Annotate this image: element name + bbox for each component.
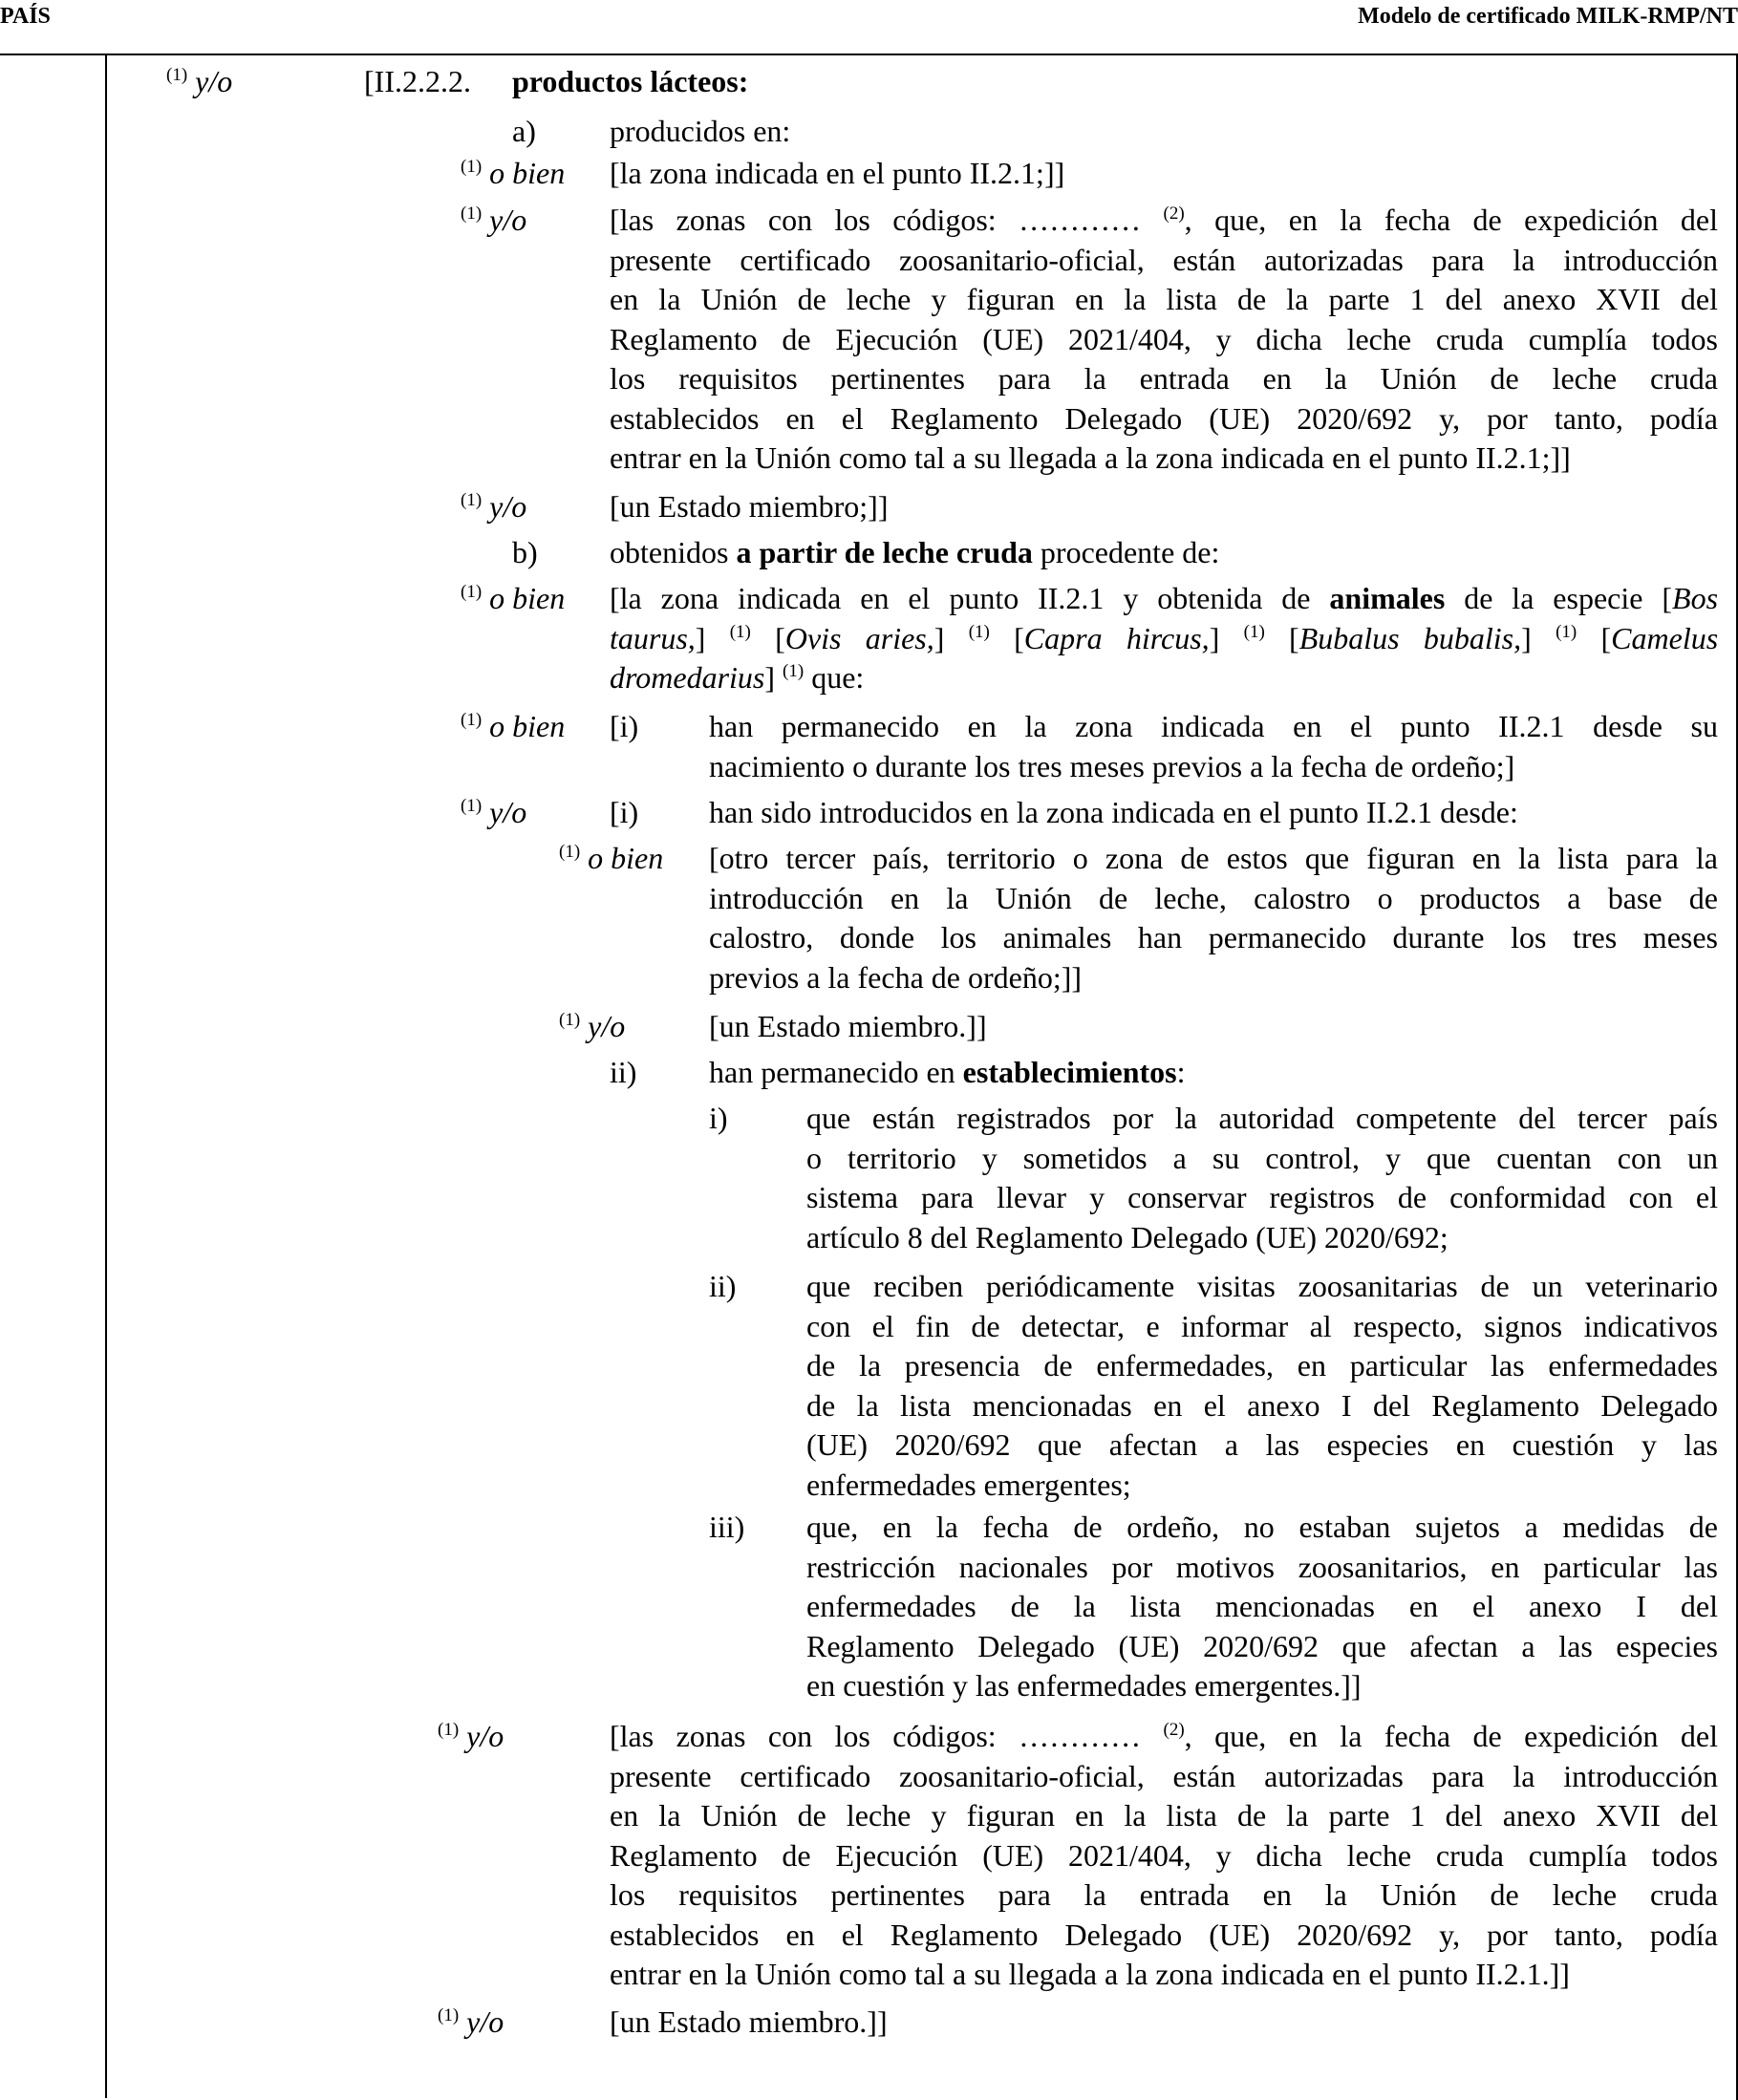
- paragraph-line: presente certificado zoosanitario-oficial, están autorizadas para la introducción: [610, 1758, 1718, 1793]
- paragraph-line: que están registrados por la autoridad competente del tercer país: [806, 1101, 1718, 1135]
- paragraph-line: que, en la fecha de ordeño, no estaban sujetos a medidas de: [806, 1510, 1718, 1544]
- ii-text: han permanecido en establecimientos:: [709, 1055, 1186, 1089]
- paragraph-line: los requisitos pertinentes para la entrada en la Unión de leche cruda: [610, 361, 1718, 396]
- i1-label: [i): [610, 709, 639, 743]
- r1-paragraph: [806, 1099, 1718, 1257]
- paragraph-line: de la lista mencionadas en el anexo I del Reglamento Delegado: [806, 1387, 1718, 1423]
- left-column-divider: [105, 54, 107, 2098]
- c-paragraph: [610, 1717, 1718, 1995]
- d-qualifier: $^{(1)}$ y/o: [438, 2004, 504, 2039]
- paragraph-line: Reglamento de Ejecución (UE) 2021/404, y dicha leche cruda cumplía todos: [610, 1837, 1718, 1873]
- i2-qualifier: $^{(1)}$ y/o: [461, 795, 527, 829]
- a1-qualifier: $^{(1)}$ o bien: [461, 156, 566, 190]
- d-text: [un Estado miembro.]]: [610, 2004, 888, 2039]
- section-number: [II.2.2.2.: [364, 64, 471, 98]
- paragraph-line: nacimiento o durante los tres meses previos a la fecha de ordeño;]: [709, 748, 1515, 783]
- country-header: PAÍS: [0, 4, 51, 29]
- paragraph-line: calostro, donde los animales han permanecido durante los tres meses: [709, 920, 1718, 954]
- c-qualifier: $^{(1)}$ y/o: [438, 1719, 504, 1753]
- paragraph-line: enfermedades de la lista mencionadas en el anexo I del: [806, 1589, 1718, 1623]
- r1-label: i): [709, 1101, 728, 1135]
- paragraph-line: [las zonas con los códigos: ………… $^{(2)}$, que, en la fecha de expedición del: [610, 203, 1718, 237]
- a2-qualifier: $^{(1)}$ y/o: [461, 203, 527, 237]
- ii-label: ii): [610, 1055, 637, 1089]
- i2a-paragraph: [709, 839, 1718, 997]
- paragraph-line: que reciben periódicamente visitas zoosanitarias de un veterinario: [806, 1269, 1718, 1303]
- paragraph-line: establecidos en el Reglamento Delegado (UE) 2020/692 y, por tanto, podía: [610, 400, 1718, 436]
- paragraph-line: (UE) 2020/692 que afectan a las especies en cuestión y las: [806, 1427, 1718, 1462]
- b1-paragraph: [610, 579, 1718, 698]
- paragraph-line: previos a la fecha de ordeño;]]: [709, 959, 1083, 995]
- point-b-text: obtenidos a partir de leche cruda procedente de:: [610, 535, 1220, 569]
- section-qualifier: $^{(1)}$ y/o: [166, 64, 233, 98]
- paragraph-line: entrar en la Unión como tal a su llegada a la zona indicada en el punto II.2.1;]]: [610, 440, 1571, 475]
- paragraph-line: [la zona indicada en el punto II.2.1 y obtenida de animales de la especie [Bos: [610, 581, 1718, 615]
- r3-paragraph: [806, 1508, 1718, 1706]
- r3-label: iii): [709, 1510, 745, 1544]
- paragraph-line: sistema para llevar y conservar registros de conformidad con el: [806, 1180, 1718, 1214]
- paragraph-line: [las zonas con los códigos: ………… $^{(2)}$, que, en la fecha de expedición del: [610, 1719, 1718, 1753]
- paragraph-line: dromedarius] $^{(1)}$ que:: [610, 660, 865, 695]
- i2a-qualifier: $^{(1)}$ o bien: [559, 841, 664, 875]
- i1-paragraph: [709, 707, 1718, 786]
- i2b-text: [un Estado miembro.]]: [709, 1009, 987, 1043]
- a3-text: [un Estado miembro;]]: [610, 489, 889, 524]
- paragraph-line: restricción nacionales por motivos zoosanitarios, en particular las: [806, 1549, 1718, 1584]
- paragraph-line: o territorio y sometidos a su control, y que cuentan con un: [806, 1140, 1718, 1175]
- paragraph-line: en la Unión de leche y figuran en la lista de la parte 1 del anexo XVII del: [610, 1798, 1718, 1832]
- paragraph-line: con el fin de detectar, e informar al respecto, signos indicativos: [806, 1308, 1718, 1343]
- paragraph-line: artículo 8 del Reglamento Delegado (UE) 2020/692;: [806, 1219, 1448, 1254]
- paragraph-line: enfermedades emergentes;: [806, 1467, 1131, 1502]
- i2-text: han sido introducidos en la zona indicada en el punto II.2.1 desde:: [709, 795, 1518, 829]
- i2-label: [i): [610, 795, 639, 829]
- paragraph-line: Reglamento Delegado (UE) 2020/692 que afectan a las especies: [806, 1628, 1718, 1663]
- paragraph-line: de la presencia de enfermedades, en particular las enfermedades: [806, 1348, 1718, 1382]
- paragraph-line: en la Unión de leche y figuran en la lista de la parte 1 del anexo XVII del: [610, 282, 1718, 316]
- a1-text: [la zona indicada en el punto II.2.1;]]: [610, 156, 1065, 190]
- paragraph-line: los requisitos pertinentes para la entrada en la Unión de leche cruda: [610, 1877, 1718, 1912]
- paragraph-line: establecidos en el Reglamento Delegado (UE) 2020/692 y, por tanto, podía: [610, 1917, 1718, 1952]
- paragraph-line: presente certificado zoosanitario-oficial, están autorizadas para la introducción: [610, 242, 1718, 277]
- section-title: productos lácteos:: [512, 64, 749, 98]
- a3-qualifier: $^{(1)}$ y/o: [461, 489, 527, 524]
- b1-qualifier: $^{(1)}$ o bien: [461, 581, 566, 615]
- paragraph-line: taurus,] $^{(1)}$ [Ovis aries,] $^{(1)}$ [Capra hircus,] $^{(1)}$ [Bubalus bubalis,] $^{(1)}$ [Camelus: [610, 620, 1718, 655]
- point-a-label: a): [512, 114, 536, 148]
- r2-paragraph: [806, 1267, 1718, 1505]
- i2b-qualifier: $^{(1)}$ y/o: [559, 1009, 626, 1043]
- i1-qualifier: $^{(1)}$ o bien: [461, 709, 566, 743]
- paragraph-line: en cuestión y las enfermedades emergentes.]]: [806, 1668, 1362, 1703]
- r2-label: ii): [709, 1269, 737, 1303]
- paragraph-line: han permanecido en la zona indicada en el punto II.2.1 desde su: [709, 709, 1718, 743]
- paragraph-line: Reglamento de Ejecución (UE) 2021/404, y dicha leche cruda cumplía todos: [610, 321, 1718, 356]
- model-header: Modelo de certificado MILK-RMP/NT: [1358, 4, 1738, 29]
- paragraph-line: introducción en la Unión de leche, calostro o productos a base de: [709, 880, 1718, 915]
- point-a-text: producidos en:: [610, 114, 791, 148]
- paragraph-line: entrar en la Unión como tal a su llegada a la zona indicada en el punto II.2.1.]]: [610, 1957, 1570, 1991]
- a2-paragraph: [610, 201, 1718, 479]
- paragraph-line: [otro tercer país, territorio o zona de estos que figuran en la lista para la: [709, 841, 1718, 875]
- point-b-label: b): [512, 535, 538, 569]
